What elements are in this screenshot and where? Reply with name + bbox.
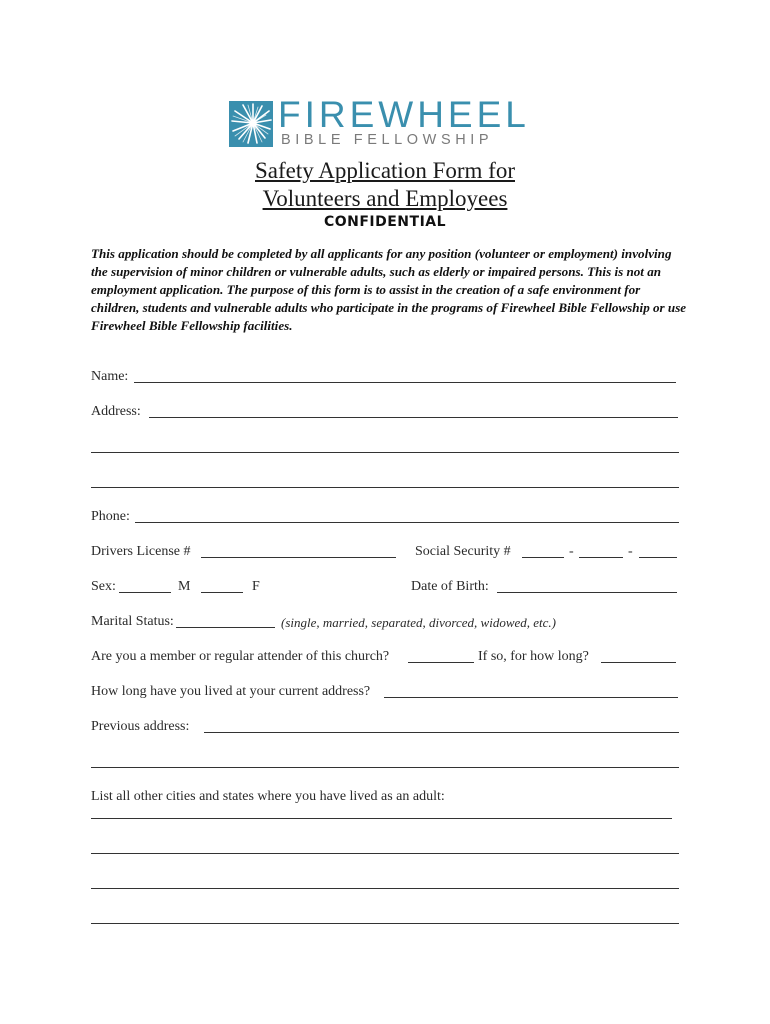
address-field-line-2[interactable] [91,452,679,453]
marital-status-hint: (single, married, separated, divorced, widowed, etc.) [281,615,556,630]
logo-starburst-icon [229,101,273,147]
sex-label: Sex: [91,579,116,594]
dob-field[interactable] [497,592,677,593]
sex-male-label: M [178,579,191,594]
other-cities-field-line-2[interactable] [91,853,679,854]
ssn-field-part-3[interactable] [639,557,677,558]
ssn-field-part-2[interactable] [579,557,623,558]
logo-subtitle: BIBLE FELLOWSHIP [281,132,494,148]
form-title-line-1: Safety Application Form for [255,158,515,183]
address-duration-field[interactable] [384,697,678,698]
other-cities-label: List all other cities and states where you have lived as an adult: [91,789,445,804]
ssn-separator-2: - [628,544,633,559]
phone-label: Phone: [91,509,130,524]
member-duration-field[interactable] [601,662,676,663]
form-title-line-2: Volunteers and Employees [262,186,508,211]
other-cities-field-line-4[interactable] [91,923,679,924]
member-duration-label: If so, for how long? [478,649,589,664]
address-field-line-1[interactable] [149,417,678,418]
sex-female-label: F [252,579,260,594]
confidential-label: CONFIDENTIAL [323,214,447,230]
marital-status-field[interactable] [176,627,275,628]
sex-male-field[interactable] [119,592,171,593]
member-question-label: Are you a member or regular attender of this church? [91,649,390,664]
sex-female-field[interactable] [201,592,243,593]
address-duration-label: How long have you lived at your current address? [91,684,371,699]
intro-paragraph: This application should be completed by all applicants for any position (volunteer or employment) involving the supervision of minor children or vulnerable adults, such as elderly or impaired persons. This is not an employment application. The purpose of this form is to assist in the creation of a safe environment for children, students and vulnerable adults who participate in the programs of Firewheel Bible Fellowship or use Firewheel Bible Fellowship facilities. [91,246,687,333]
previous-address-label: Previous address: [91,719,190,734]
ssn-separator-1: - [569,544,574,559]
marital-status-label: Marital Status: [91,614,174,629]
ssn-field-part-1[interactable] [522,557,564,558]
other-cities-field-line-1[interactable] [91,818,672,819]
address-field-line-3[interactable] [91,487,679,488]
phone-field[interactable] [135,522,679,523]
address-label: Address: [91,404,141,419]
previous-address-field-line-1[interactable] [204,732,679,733]
name-label: Name: [91,369,129,384]
other-cities-field-line-3[interactable] [91,888,679,889]
name-field[interactable] [134,382,676,383]
dob-label: Date of Birth: [411,579,489,594]
drivers-license-field[interactable] [201,557,396,558]
previous-address-field-line-2[interactable] [91,767,679,768]
ssn-label: Social Security # [415,544,511,559]
logo-wordmark: FIREWHEEL [278,94,530,135]
member-field[interactable] [408,662,474,663]
drivers-license-label: Drivers License # [91,544,191,559]
